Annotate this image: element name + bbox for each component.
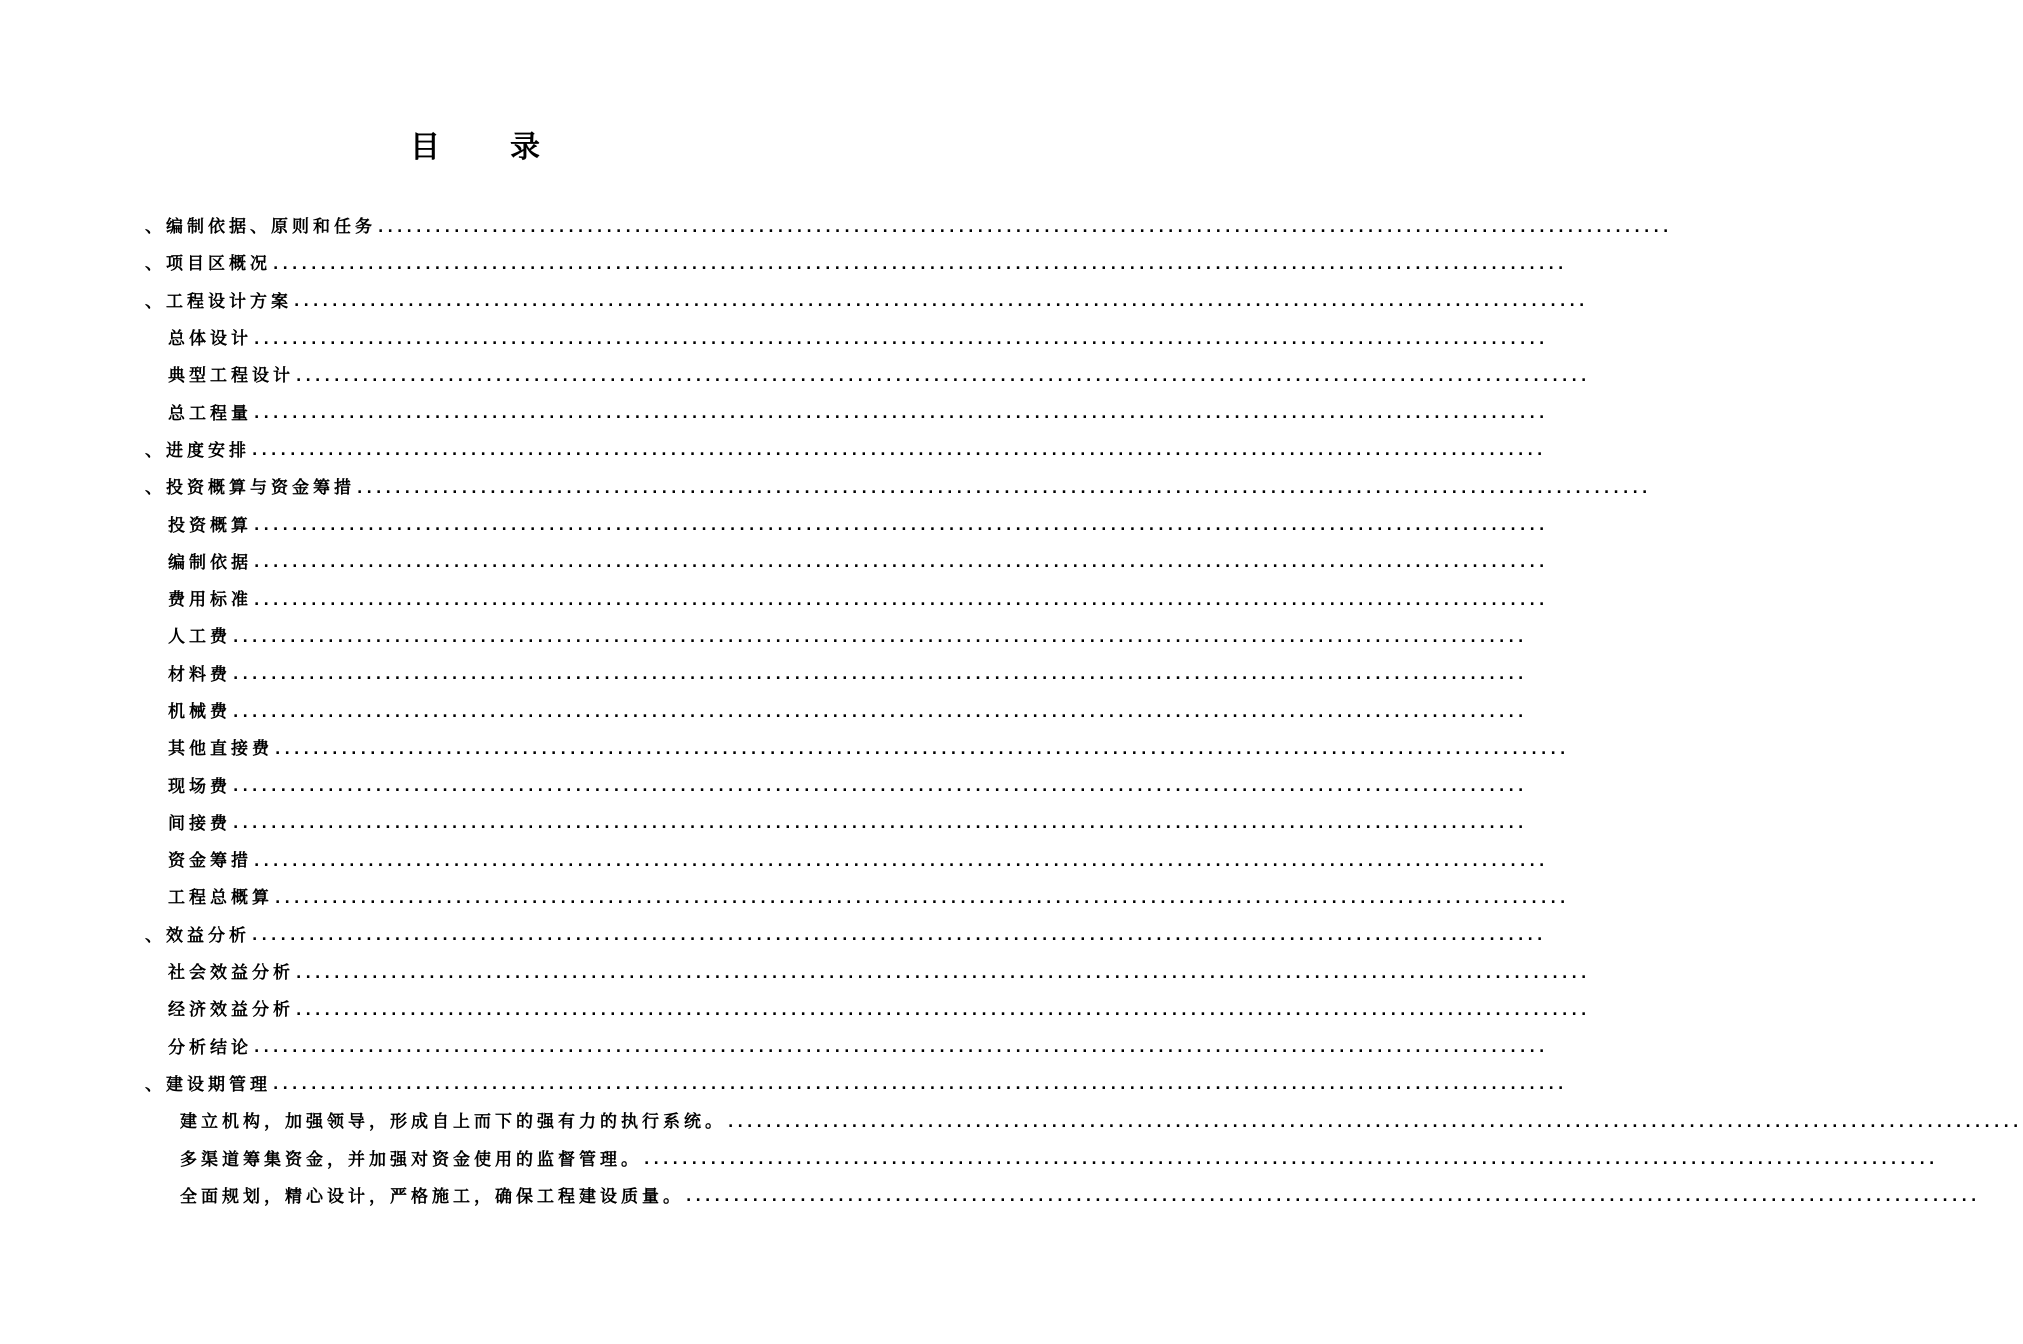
toc-entry[interactable] (0, 765, 1528, 802)
toc-entry[interactable] (0, 243, 1568, 280)
toc-leader-dots: ........................................................................................................................................ (233, 779, 1528, 796)
toc-leader-dots: ........................................................................................................................................ (254, 406, 1549, 423)
toc-entry[interactable] (0, 206, 1673, 243)
toc-entry[interactable] (0, 579, 1549, 616)
title-char-2: 录 (510, 130, 540, 165)
toc-entry-label: 经济效益分析 (168, 995, 296, 1020)
toc-leader-dots: ........................................................................................................................................ (233, 816, 1528, 833)
toc-leader-dots: ........................................................................................................................................ (686, 1189, 1981, 1206)
toc-entry-label: 、效益分析 (145, 921, 252, 946)
toc-leader-dots: ........................................................................................................................................ (252, 443, 1547, 460)
toc-entry[interactable] (0, 915, 1547, 952)
toc-leader-dots: ........................................................................................................................................ (233, 704, 1528, 721)
toc-entry-label: 、建设期管理 (145, 1070, 273, 1095)
toc-entry[interactable] (0, 281, 1589, 318)
toc-entry[interactable] (0, 1176, 1981, 1213)
toc-entry-label: 间接费 (168, 809, 233, 834)
toc-entry[interactable] (0, 1064, 1568, 1101)
toc-entry-label: 总工程量 (168, 399, 254, 424)
toc-entry-label: 资金筹措 (168, 846, 254, 871)
toc-entry-label: 、工程设计方案 (145, 287, 294, 312)
toc-entry[interactable] (0, 355, 1591, 392)
toc-leader-dots: ........................................................................................................................................ (254, 853, 1549, 870)
toc-entry-label: 典型工程设计 (168, 361, 296, 386)
toc-entry[interactable] (0, 504, 1549, 541)
toc-entry[interactable] (0, 691, 1528, 728)
toc-entry[interactable] (0, 989, 1591, 1026)
toc-entry-label: 、项目区概况 (145, 249, 273, 274)
toc-entry-label: 其他直接费 (168, 734, 275, 759)
toc-leader-dots: ........................................................................................................................................ (728, 1114, 2023, 1131)
toc-leader-dots: ........................................................................................................................................ (254, 592, 1549, 609)
toc-leader-dots: ........................................................................................................................................ (273, 1077, 1568, 1094)
toc-leader-dots: ........................................................................................................................................ (275, 741, 1570, 758)
toc-leader-dots: ........................................................................................................................................ (254, 518, 1549, 535)
toc-entry[interactable] (0, 952, 1591, 989)
toc-entry-label: 全面规划，精心设计，严格施工，确保工程建设质量。 (180, 1182, 686, 1207)
toc-entry-label: 材料费 (168, 660, 233, 685)
toc-entry[interactable] (0, 318, 1549, 355)
toc-entry[interactable] (0, 467, 1652, 504)
toc-entry[interactable] (0, 542, 1549, 579)
toc-leader-dots: ........................................................................................................................................ (357, 480, 1652, 497)
toc-entry[interactable] (0, 803, 1528, 840)
toc-entry[interactable] (0, 1101, 2023, 1138)
toc-leader-dots: ........................................................................................................................................ (254, 1040, 1549, 1057)
toc-leader-dots: ........................................................................................................................................ (294, 294, 1589, 311)
title-char-1: 目 (410, 130, 440, 165)
toc-entry[interactable] (0, 840, 1549, 877)
toc-leader-dots: ........................................................................................................................................ (296, 965, 1591, 982)
toc-entry-label: 机械费 (168, 697, 233, 722)
toc-entry-label: 、进度安排 (145, 436, 252, 461)
toc-entry[interactable] (0, 430, 1547, 467)
toc-entry-label: 多渠道筹集资金，并加强对资金使用的监督管理。 (180, 1145, 644, 1170)
toc-leader-dots: ........................................................................................................................................ (296, 368, 1591, 385)
toc-entry[interactable] (0, 728, 1570, 765)
toc-leader-dots: ........................................................................................................................................ (233, 629, 1528, 646)
toc-entry-label: 现场费 (168, 772, 233, 797)
toc-entry[interactable] (0, 1138, 1939, 1175)
toc-leader-dots: ........................................................................................................................................ (254, 555, 1549, 572)
toc-entry-label: 、投资概算与资金筹措 (145, 473, 357, 498)
toc-leader-dots: ........................................................................................................................................ (378, 219, 1673, 236)
toc-entry[interactable] (0, 392, 1549, 429)
toc-entry-label: 总体设计 (168, 324, 254, 349)
toc-entry[interactable] (0, 616, 1528, 653)
toc-entry-label: 分析结论 (168, 1033, 254, 1058)
toc-leader-dots: ........................................................................................................................................ (254, 331, 1549, 348)
page-title (0, 126, 950, 170)
toc-leader-dots: ........................................................................................................................................ (296, 1002, 1591, 1019)
toc-entry-label: 社会效益分析 (168, 958, 296, 983)
table-of-contents (0, 206, 2023, 1213)
toc-entry-label: 工程总概算 (168, 883, 275, 908)
toc-leader-dots: ........................................................................................................................................ (275, 890, 1570, 907)
toc-entry-label: 、编制依据、原则和任务 (145, 212, 378, 237)
toc-entry-label: 费用标准 (168, 585, 254, 610)
toc-entry-label: 编制依据 (168, 548, 254, 573)
toc-entry[interactable] (0, 654, 1528, 691)
toc-leader-dots: ........................................................................................................................................ (273, 256, 1568, 273)
toc-leader-dots: ........................................................................................................................................ (233, 667, 1528, 684)
toc-entry[interactable] (0, 1027, 1549, 1064)
toc-entry[interactable] (0, 877, 1570, 914)
toc-entry-label: 建立机构，加强领导，形成自上而下的强有力的执行系统。 (180, 1107, 728, 1132)
toc-leader-dots: ........................................................................................................................................ (252, 928, 1547, 945)
toc-entry-label: 投资概算 (168, 511, 254, 536)
toc-leader-dots: ........................................................................................................................................ (644, 1152, 1939, 1169)
toc-entry-label: 人工费 (168, 622, 233, 647)
